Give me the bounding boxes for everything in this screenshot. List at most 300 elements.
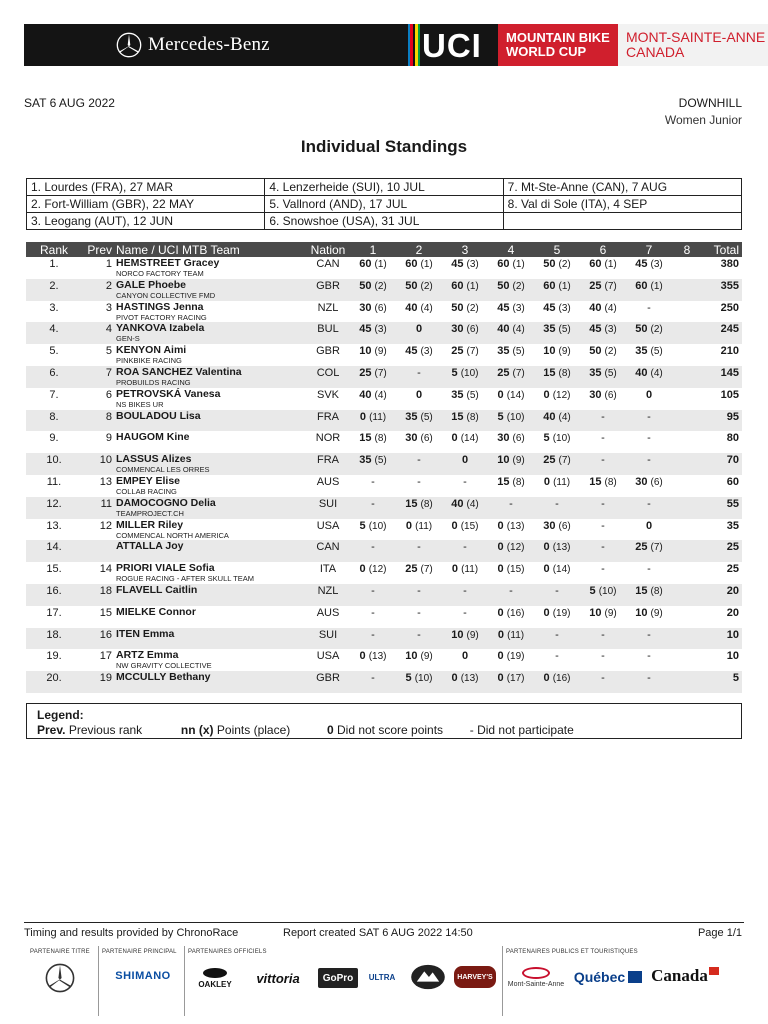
canada-logo — [650, 964, 720, 988]
quebec-flag-icon — [628, 971, 642, 983]
result-place: (5) — [604, 367, 617, 379]
result-points: 30 — [405, 432, 418, 445]
total-cell: 60 — [702, 475, 742, 497]
rank-cell: 6. — [26, 366, 82, 388]
result-points: 45 — [497, 301, 510, 314]
total-cell: 250 — [702, 301, 742, 323]
result-place: (9) — [512, 455, 525, 467]
nation-cell: GBR — [306, 671, 350, 693]
result-points: - — [647, 432, 651, 445]
event-cell: 2. Fort-William (GBR), 22 MAY — [27, 196, 265, 213]
result-place: (1) — [604, 259, 617, 270]
event-result-cell — [396, 388, 442, 410]
legend-row — [37, 723, 741, 737]
rider-name: BOULADOU Lisa — [116, 409, 201, 422]
total-cell: 145 — [702, 366, 742, 388]
result-points: 10 — [451, 628, 464, 641]
total-cell: 210 — [702, 344, 742, 366]
result-points: 60 — [405, 258, 418, 270]
result-points: 30 — [497, 432, 510, 445]
event-result-cell — [534, 410, 580, 432]
result-place: (9) — [650, 607, 663, 619]
event-result-cell — [626, 279, 672, 301]
prev-rank-cell: 13 — [82, 475, 114, 497]
legend-points-desc: Points (place) — [216, 723, 291, 737]
rider-name: HASTINGS Jenna — [116, 300, 204, 313]
result-points: 35 — [451, 388, 464, 401]
event-result-cell — [350, 410, 396, 432]
event-result-cell — [442, 475, 488, 497]
legend-zero-desc: Did not score points — [336, 723, 444, 737]
quebec-text: Québec — [573, 969, 626, 985]
rider-name: FLAVELL Caitlin — [116, 583, 198, 596]
result-points: 60 — [451, 279, 464, 292]
prev-rank-cell: 4 — [82, 322, 114, 344]
result-points: 30 — [589, 388, 602, 401]
nation-cell: NOR — [306, 431, 350, 453]
column-header: 6 — [580, 242, 626, 257]
event-result-cell — [580, 344, 626, 366]
event-cell: 8. Val di Sole (ITA), 4 SEP — [503, 196, 741, 213]
result-points: - — [371, 628, 375, 641]
event-result-cell — [626, 671, 672, 693]
event-result-cell — [672, 606, 702, 628]
nation-cell: SUI — [306, 628, 350, 650]
event-result-cell — [626, 257, 672, 279]
result-place: (10) — [460, 367, 479, 379]
name-cell — [114, 606, 306, 628]
vittoria-logo: vittoria — [256, 970, 300, 986]
result-points: 0 — [497, 541, 504, 554]
result-place: (2) — [604, 346, 617, 358]
rider-team: NORCO FACTORY TEAM — [116, 269, 204, 278]
table-row — [26, 519, 742, 541]
prev-rank-cell: 19 — [82, 671, 114, 693]
result-points: 45 — [451, 258, 464, 270]
result-points: - — [555, 584, 559, 597]
result-points: 0 — [497, 563, 504, 576]
nation-cell: AUS — [306, 606, 350, 628]
event-result-cell — [626, 606, 672, 628]
page-number: Page 1/1 — [697, 927, 742, 939]
result-place: (3) — [466, 259, 479, 270]
result-place: (10) — [414, 673, 433, 685]
event-result-cell — [488, 410, 534, 432]
result-points: - — [601, 628, 605, 641]
event-result-cell — [350, 366, 396, 388]
oakley-icon — [203, 968, 227, 978]
event-result-cell — [396, 344, 442, 366]
result-place: (7) — [650, 542, 663, 554]
result-place: (19) — [552, 607, 571, 619]
result-points: 0 — [359, 563, 366, 576]
event-result-cell — [442, 606, 488, 628]
event-result-cell — [396, 257, 442, 279]
result-place: (4) — [558, 411, 571, 423]
event-result-cell — [534, 584, 580, 606]
result-points: - — [601, 432, 605, 445]
prev-rank-cell: 9 — [82, 431, 114, 453]
event-result-cell — [442, 453, 488, 475]
nation-cell: CAN — [306, 540, 350, 562]
result-points: - — [647, 672, 651, 685]
event-result-cell — [672, 562, 702, 584]
total-cell: 10 — [702, 649, 742, 671]
event-result-cell — [672, 301, 702, 323]
name-cell — [114, 344, 306, 366]
standings-table — [26, 242, 742, 693]
result-place: (11) — [507, 629, 525, 641]
prev-rank-cell: 5 — [82, 344, 114, 366]
result-points: 5 — [497, 410, 504, 423]
rank-cell: 18. — [26, 628, 82, 650]
result-place: (3) — [374, 324, 387, 336]
result-place: (3) — [604, 324, 617, 336]
nation-cell: GBR — [306, 279, 350, 301]
nation-cell: COL — [306, 366, 350, 388]
event-result-cell — [672, 540, 702, 562]
result-place: (7) — [558, 455, 571, 467]
event-result-cell — [626, 562, 672, 584]
name-cell — [114, 366, 306, 388]
result-place: (4) — [466, 498, 479, 510]
event-result-cell — [396, 497, 442, 519]
event-result-cell — [580, 431, 626, 453]
result-points: - — [647, 497, 651, 510]
result-place: (9) — [604, 607, 617, 619]
rider-team: PROBUILDS RACING — [116, 377, 191, 387]
event-result-cell — [626, 649, 672, 671]
event-result-cell — [580, 649, 626, 671]
result-points: - — [555, 497, 559, 510]
gopro-logo: GoPro — [318, 968, 358, 988]
total-cell: 355 — [702, 279, 742, 301]
event-result-cell — [488, 649, 534, 671]
result-points: 15 — [589, 475, 602, 488]
event-cell: 4. Lenzerheide (SUI), 10 JUL — [265, 179, 503, 196]
event-result-cell — [672, 649, 702, 671]
result-place: (2) — [374, 280, 387, 292]
table-row — [26, 475, 742, 497]
result-points: 0 — [451, 563, 458, 576]
column-header: Total — [702, 242, 742, 257]
event-result-cell — [350, 344, 396, 366]
prev-rank-cell: 6 — [82, 388, 114, 410]
result-points: 0 — [415, 388, 423, 401]
result-points: 10 — [497, 454, 510, 467]
prev-rank-cell: 12 — [82, 519, 114, 541]
result-points: 50 — [451, 301, 464, 314]
column-header: 5 — [534, 242, 580, 257]
shimano-logo: SHIMANO — [115, 970, 171, 982]
name-cell — [114, 519, 306, 541]
result-place: (11) — [415, 520, 433, 532]
result-points: - — [647, 650, 651, 663]
result-points: 25 — [543, 454, 556, 467]
event-result-cell — [534, 671, 580, 693]
event-result-cell — [534, 649, 580, 671]
total-cell: 105 — [702, 388, 742, 410]
name-cell — [114, 671, 306, 693]
event-result-cell — [488, 562, 534, 584]
rider-name: ROA SANCHEZ Valentina — [116, 365, 242, 378]
event-result-cell — [534, 628, 580, 650]
event-result-cell — [442, 431, 488, 453]
table-row — [26, 322, 742, 344]
rank-cell: 15. — [26, 562, 82, 584]
event-cell: 6. Snowshoe (USA), 31 JUL — [265, 213, 503, 230]
event-result-cell — [672, 344, 702, 366]
table-row — [26, 540, 742, 562]
mercedes-footer-icon — [40, 962, 80, 994]
result-points: 5 — [451, 366, 458, 379]
page-title: Individual Standings — [300, 137, 468, 156]
nation-cell: CAN — [306, 257, 350, 279]
result-points: 50 — [635, 323, 648, 336]
event-result-cell — [488, 301, 534, 323]
event-result-cell — [626, 475, 672, 497]
table-row — [26, 366, 742, 388]
column-header: 2 — [396, 242, 442, 257]
result-place: (5) — [420, 411, 433, 423]
sponsor-name: Mercedes-Benz — [148, 34, 270, 55]
event-result-cell — [534, 366, 580, 388]
result-points: - — [601, 563, 605, 576]
event-result-cell — [350, 497, 396, 519]
result-place: (14) — [460, 433, 479, 445]
result-place: (8) — [558, 367, 571, 379]
event-result-cell — [580, 257, 626, 279]
result-points: 25 — [635, 541, 648, 554]
result-points: - — [601, 497, 605, 510]
result-place: (1) — [650, 280, 663, 292]
result-points: 0 — [543, 606, 550, 619]
rank-cell: 7. — [26, 388, 82, 410]
result-place: (2) — [512, 280, 525, 292]
result-points: - — [371, 541, 375, 554]
result-points: 40 — [405, 301, 418, 314]
world-cup-badge — [498, 24, 618, 66]
name-cell — [114, 649, 306, 671]
event-result-cell — [580, 301, 626, 323]
name-cell — [114, 497, 306, 519]
table-row — [26, 671, 742, 693]
event-result-cell — [534, 344, 580, 366]
event-result-cell — [350, 322, 396, 344]
label-official-partners: PARTENAIRES OFFICIELS — [188, 949, 267, 955]
rider-name: PRIORI VIALE Sofia — [116, 562, 215, 575]
event-result-cell — [580, 497, 626, 519]
result-points: 25 — [451, 345, 464, 358]
result-points: - — [601, 541, 605, 554]
footer-divider — [24, 922, 744, 923]
result-points: 40 — [635, 366, 648, 379]
result-place: (12) — [368, 564, 387, 576]
event-result-cell — [672, 322, 702, 344]
rider-team: NW GRAVITY COLLECTIVE — [116, 661, 212, 671]
venue-line-2: CANADA — [626, 44, 685, 60]
label-public-partners: PARTENAIRES PUBLICS ET TOURISTIQUES — [506, 949, 638, 955]
result-points: 50 — [497, 279, 510, 292]
event-result-cell — [442, 388, 488, 410]
table-row — [26, 453, 742, 475]
nation-cell: FRA — [306, 410, 350, 432]
rank-cell: 2. — [26, 279, 82, 301]
result-points: - — [509, 497, 513, 510]
event-result-cell — [488, 519, 534, 541]
result-place: (5) — [558, 324, 571, 336]
name-cell — [114, 540, 306, 562]
event-result-cell — [350, 628, 396, 650]
table-row — [26, 257, 742, 279]
prev-rank-cell: 16 — [82, 628, 114, 650]
rank-cell: 8. — [26, 410, 82, 432]
event-result-cell — [626, 322, 672, 344]
nation-cell: USA — [306, 649, 350, 671]
event-result-cell — [396, 366, 442, 388]
event-result-cell — [350, 606, 396, 628]
event-result-cell — [442, 410, 488, 432]
legend-title: Legend: — [37, 708, 84, 722]
event-result-cell — [488, 344, 534, 366]
event-cell: 3. Leogang (AUT), 12 JUN — [27, 213, 265, 230]
rider-team: COLLAB RACING — [116, 486, 177, 496]
venue-badge — [618, 24, 768, 66]
result-points: 30 — [543, 519, 556, 532]
result-points: 40 — [497, 323, 510, 336]
result-place: (13) — [368, 651, 387, 663]
result-place: (8) — [420, 498, 433, 510]
event-result-cell — [396, 410, 442, 432]
event-result-cell — [488, 497, 534, 519]
event-result-cell — [442, 279, 488, 301]
result-points: - — [647, 454, 651, 467]
event-cell: 7. Mt-Ste-Anne (CAN), 7 AUG — [503, 179, 741, 196]
event-row — [27, 179, 742, 196]
report-timestamp: Report created SAT 6 AUG 2022 14:50 — [283, 927, 473, 939]
result-place: (9) — [558, 346, 571, 358]
result-points: - — [463, 606, 467, 619]
result-place: (2) — [420, 280, 433, 292]
oakley-text: OAKLEY — [198, 979, 232, 989]
result-points: 45 — [405, 345, 418, 358]
result-points: - — [371, 606, 375, 619]
result-place: (12) — [552, 389, 571, 401]
total-cell: 55 — [702, 497, 742, 519]
rider-name: DAMOCOGNO Delia — [116, 496, 216, 509]
result-points: 10 — [405, 650, 418, 663]
prev-rank-cell: 7 — [82, 366, 114, 388]
result-points: - — [647, 301, 651, 314]
nation-cell: BUL — [306, 322, 350, 344]
discipline: DOWNHILL — [678, 96, 742, 110]
name-cell — [114, 475, 306, 497]
mercedes-logo — [116, 32, 270, 58]
rank-cell: 10. — [26, 453, 82, 475]
event-result-cell — [396, 322, 442, 344]
event-result-cell — [488, 431, 534, 453]
prev-rank-cell: 2 — [82, 279, 114, 301]
rank-cell: 1. — [26, 257, 82, 279]
rank-cell: 9. — [26, 431, 82, 453]
mont-sainte-anne-logo — [506, 962, 566, 992]
result-place: (1) — [512, 259, 525, 270]
total-cell: 25 — [702, 562, 742, 584]
result-place: (9) — [374, 346, 387, 358]
event-result-cell — [672, 475, 702, 497]
result-points: 15 — [359, 432, 372, 445]
table-row — [26, 628, 742, 650]
event-result-cell — [672, 366, 702, 388]
rider-name: YANKOVA Izabela — [116, 322, 205, 335]
result-points: - — [601, 519, 605, 532]
result-points: 15 — [497, 475, 510, 488]
result-place: (10) — [552, 433, 571, 445]
event-result-cell — [396, 301, 442, 323]
result-points: 25 — [405, 563, 418, 576]
event-result-cell — [534, 519, 580, 541]
event-result-cell — [442, 540, 488, 562]
event-result-cell — [534, 562, 580, 584]
rider-name: GALE Phoebe — [116, 278, 187, 291]
result-points: 10 — [635, 606, 648, 619]
column-header: 3 — [442, 242, 488, 257]
result-points: - — [601, 410, 605, 423]
result-place: (19) — [506, 651, 525, 663]
column-header: 4 — [488, 242, 534, 257]
event-result-cell — [672, 431, 702, 453]
event-result-cell — [350, 584, 396, 606]
result-points: 0 — [543, 388, 550, 401]
table-row — [26, 410, 742, 432]
table-row — [26, 279, 742, 301]
result-place: (9) — [420, 651, 433, 663]
event-result-cell — [350, 649, 396, 671]
venue-line-1: MONT-SAINTE-ANNE — [626, 29, 766, 45]
name-cell — [114, 322, 306, 344]
result-points: 0 — [497, 606, 504, 619]
result-points: 0 — [359, 650, 366, 663]
result-place: (4) — [420, 302, 433, 314]
result-place: (16) — [506, 607, 525, 619]
result-points: - — [417, 606, 421, 619]
result-place: (13) — [552, 542, 571, 554]
column-header: Nation — [306, 242, 350, 257]
result-place: (3) — [650, 259, 663, 270]
result-place: (1) — [558, 280, 571, 292]
result-place: (2) — [558, 259, 571, 270]
event-result-cell — [626, 519, 672, 541]
result-points: 0 — [497, 628, 504, 641]
result-place: (6) — [558, 520, 571, 532]
series-line-1: MOUNTAIN BIKE — [506, 30, 610, 45]
mountain-badge-icon — [408, 962, 448, 992]
event-result-cell — [534, 475, 580, 497]
name-cell — [114, 584, 306, 606]
series-line-2: WORLD CUP — [506, 44, 587, 59]
name-cell — [114, 301, 306, 323]
event-result-cell — [442, 519, 488, 541]
event-result-cell — [350, 257, 396, 279]
event-result-cell — [396, 475, 442, 497]
rider-team: COMMENCAL LES ORRES — [116, 465, 210, 475]
result-place: (7) — [374, 367, 387, 379]
table-row — [26, 584, 742, 606]
event-result-cell — [488, 628, 534, 650]
result-points: - — [417, 541, 421, 554]
result-place: (7) — [604, 280, 617, 292]
rider-name: HEMSTREET Gracey — [116, 257, 220, 269]
